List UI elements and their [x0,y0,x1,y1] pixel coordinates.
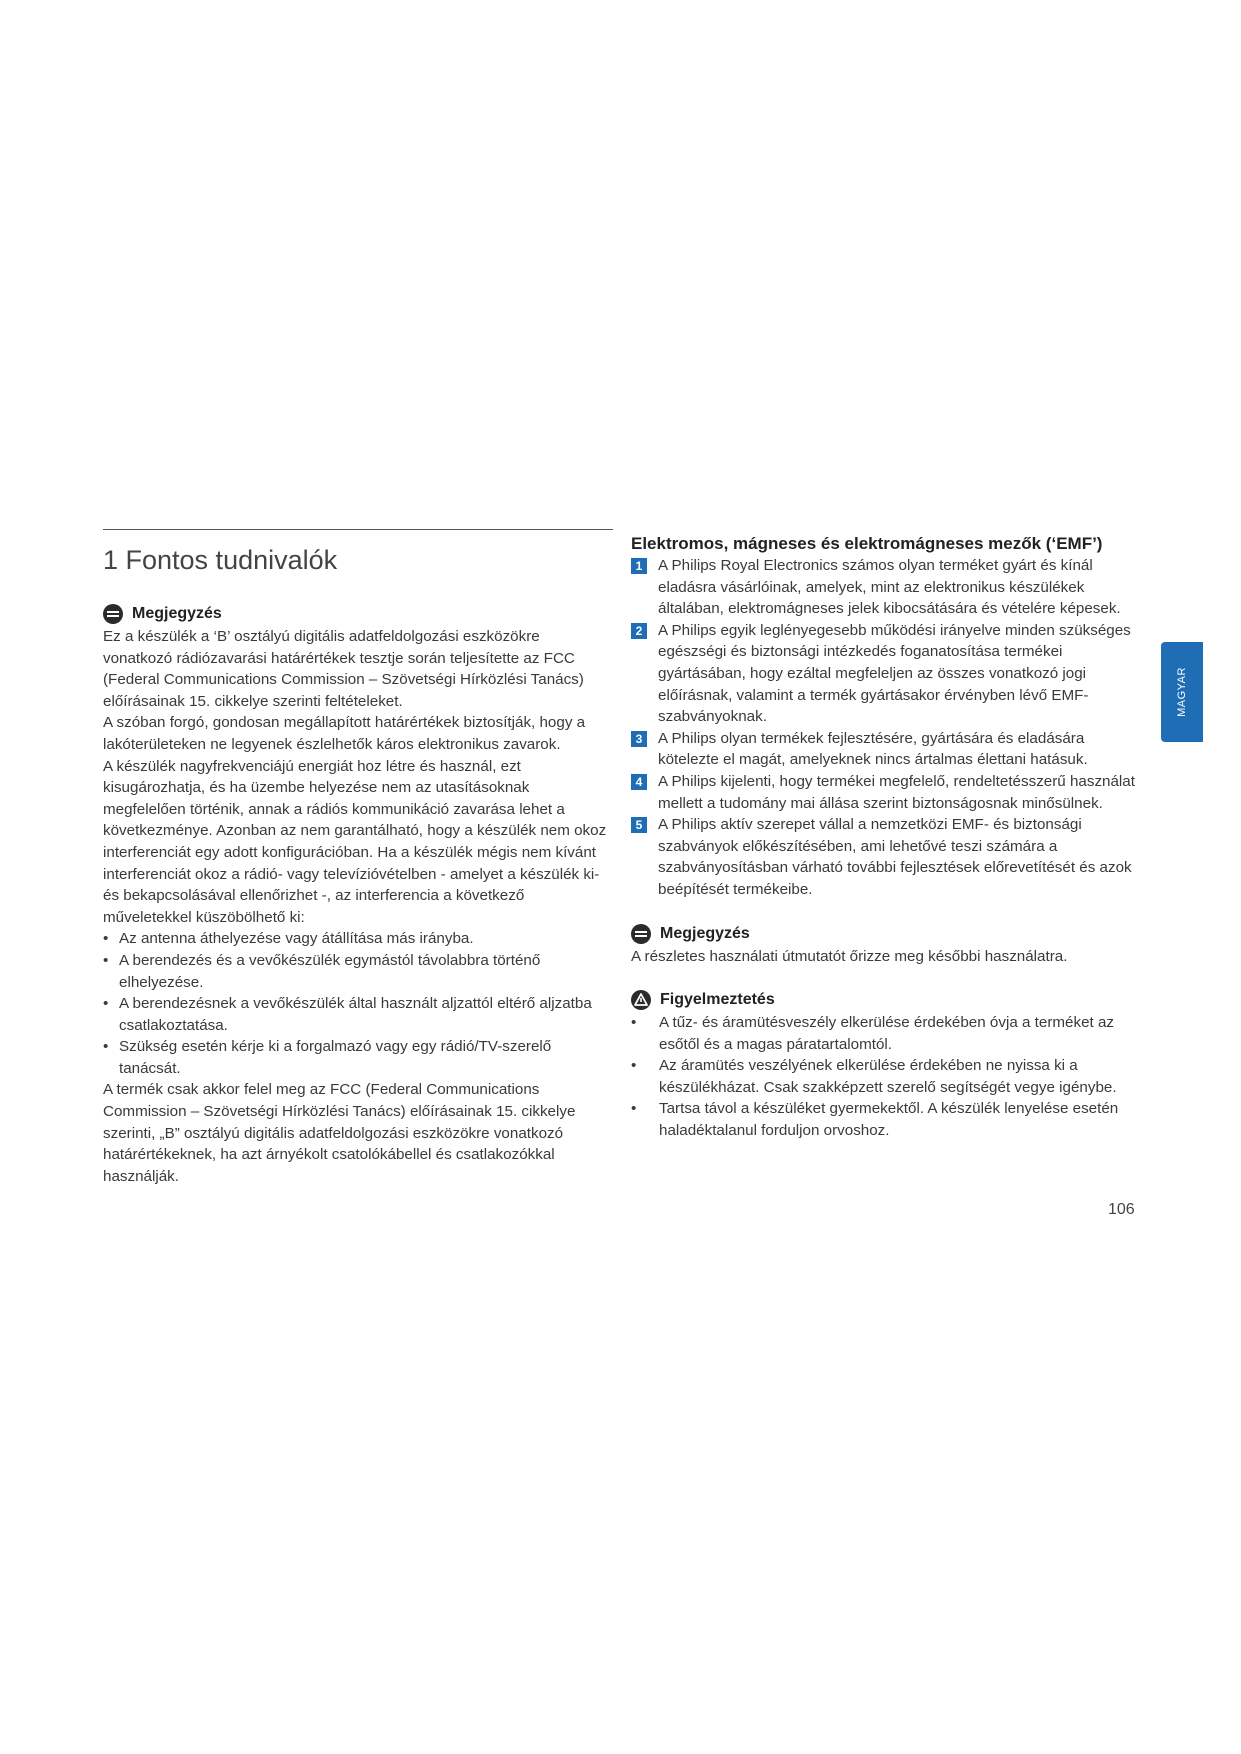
left-column [103,542,608,1187]
limits-paragraph: A szóban forgó, gondosan megállapított határértékek biztosítják, hogy a lakóterületeken ne legyenek észlelhetők káros elektronikus zavarok. [103,714,586,753]
warning-label: Figyelmeztetés [660,991,775,1009]
list-item: • Az áramütés veszélyének elkerülése érdekében ne nyissa ki a készülékházat. Csak szakképzett szerelő segítségét vegye igénybe. [631,1055,1141,1098]
list-item: • A berendezés és a vevőkészülék egymástól távolabbra történő elhelyezése. [103,950,608,993]
measures-list [103,928,608,1079]
list-item [631,620,1141,728]
warning-heading [631,988,1141,1012]
number-badge: 5 [631,817,647,833]
emf-heading: Elektromos, mágneses és elektromágneses mezők (‘EMF’) [631,534,1103,553]
list-item-text: A Philips Royal Electronics számos olyan terméket gyárt és kínál eladásra vásárlóinak, amelyek, mint az elektronikus készülékek általában, elektromágneses jelek kibocsátására és vételére képesek. [658,557,1121,618]
note-heading [103,602,608,626]
list-item-text: A Philips olyan termékek fejlesztésére, gyártására és eladására kötelezte el magát, amelyeknek nincs ártalmas élettani hatásuk. [658,729,1088,769]
warning-icon [631,990,651,1010]
list-item: • A berendezésnek a vevőkészülék által használt aljzattól eltérő aljzatba csatlakoztatása. [103,993,608,1036]
list-item [631,728,1141,771]
list-item [631,555,1141,620]
section-rule [103,529,613,530]
list-item-text: A Philips aktív szerepet vállal a nemzetközi EMF- és biztonsági szabványok előkészítésében, ami lehetővé teszi számára a szabványosításban várható további fejlesztések előrevetítését és azok beépítését termékeibe. [658,816,1132,898]
language-tab [1161,642,1203,742]
page-number: 106 [1108,1201,1135,1218]
note-heading [631,922,1141,946]
emf-list [631,555,1141,901]
note-text: A részletes használati útmutatót őrizze meg későbbi használatra. [631,947,1068,965]
number-badge: 3 [631,731,647,747]
list-item-text: A Philips egyik leglényegesebb működési irányelve minden szükséges egészségi és biztonsági intézkedés foganatosítása termékei gyártásában, hogy ezáltal megfeleljen az összes vonatkozó jogi előírásnak, valamint a termék gyártásakor érvényben lévő EMF-szabványoknak. [658,621,1131,726]
language-tab-label: MAGYAR [1176,667,1188,717]
number-badge: 1 [631,558,647,574]
compliance-paragraph: A termék csak akkor felel meg az FCC (Federal Communications Commission – Szövetségi Hírközlési Tanács) előírásainak 15. cikkelye szerinti, „B” osztályú digitális adatfeldolgozási eszközökre vonatkozó határértékeknek, ha azt árnyékolt csatolókábellel és csatlakozókkal használják. [103,1081,576,1185]
note-label: Megjegyzés [132,605,222,623]
note-icon [631,924,651,944]
list-item: • Tartsa távol a készüléket gyermekektől. A készülék lenyelése esetén haladéktalanul forduljon orvoshoz. [631,1098,1141,1141]
list-item: • Az antenna áthelyezése vagy átállítása más irányba. [103,928,608,950]
note-icon [103,604,123,624]
number-badge: 4 [631,774,647,790]
list-item [631,814,1141,900]
page-title: 1 Fontos tudnivalók [103,545,338,575]
right-column [631,533,1141,1142]
note-label: Megjegyzés [660,924,750,942]
list-item: • Szükség esetén kérje ki a forgalmazó vagy egy rádió/TV-szerelő tanácsát. [103,1036,608,1079]
list-item-text: A Philips kijelenti, hogy termékei megfelelő, rendeltetésszerű használat mellett a tudomány mai állása szerint biztonságosnak minősülnek. [658,772,1135,812]
list-item: • A tűz- és áramütésveszély elkerülése érdekében óvja a terméket az esőtől és a magas páratartalomtól. [631,1012,1141,1055]
warning-list [631,1012,1141,1142]
number-badge: 2 [631,623,647,639]
fcc-paragraph: Ez a készülék a ‘B’ osztályú digitális adatfeldolgozási eszközökre vonatkozó rádiózavarási határértékek tesztje során teljesítette az FCC (Federal Communications Commission – Szövetségi Hírközlési Tanács) előírásainak 15. cikkelye szerinti feltételeket. [103,628,584,710]
interference-paragraph: A készülék nagyfrekvenciájú energiát hoz létre és használ, ezt kisugározhatja, és ha üzembe helyezése nem az utasításoknak megfelelően történik, annak a rádiós kommunikáció zavarása lehet a következménye. Azonban az nem garantálható, hogy a készülék nem okoz interferenciát egy adott konfigurációban. Ha a készülék mégis nem kívánt interferenciát okoz a rádió- vagy televízióvételben - amelyet a készülék ki- és bekapcsolásával ellenőrizhet -, az interferencia a következő műveletekkel küszöbölhető ki: [103,757,607,926]
list-item [631,771,1141,814]
